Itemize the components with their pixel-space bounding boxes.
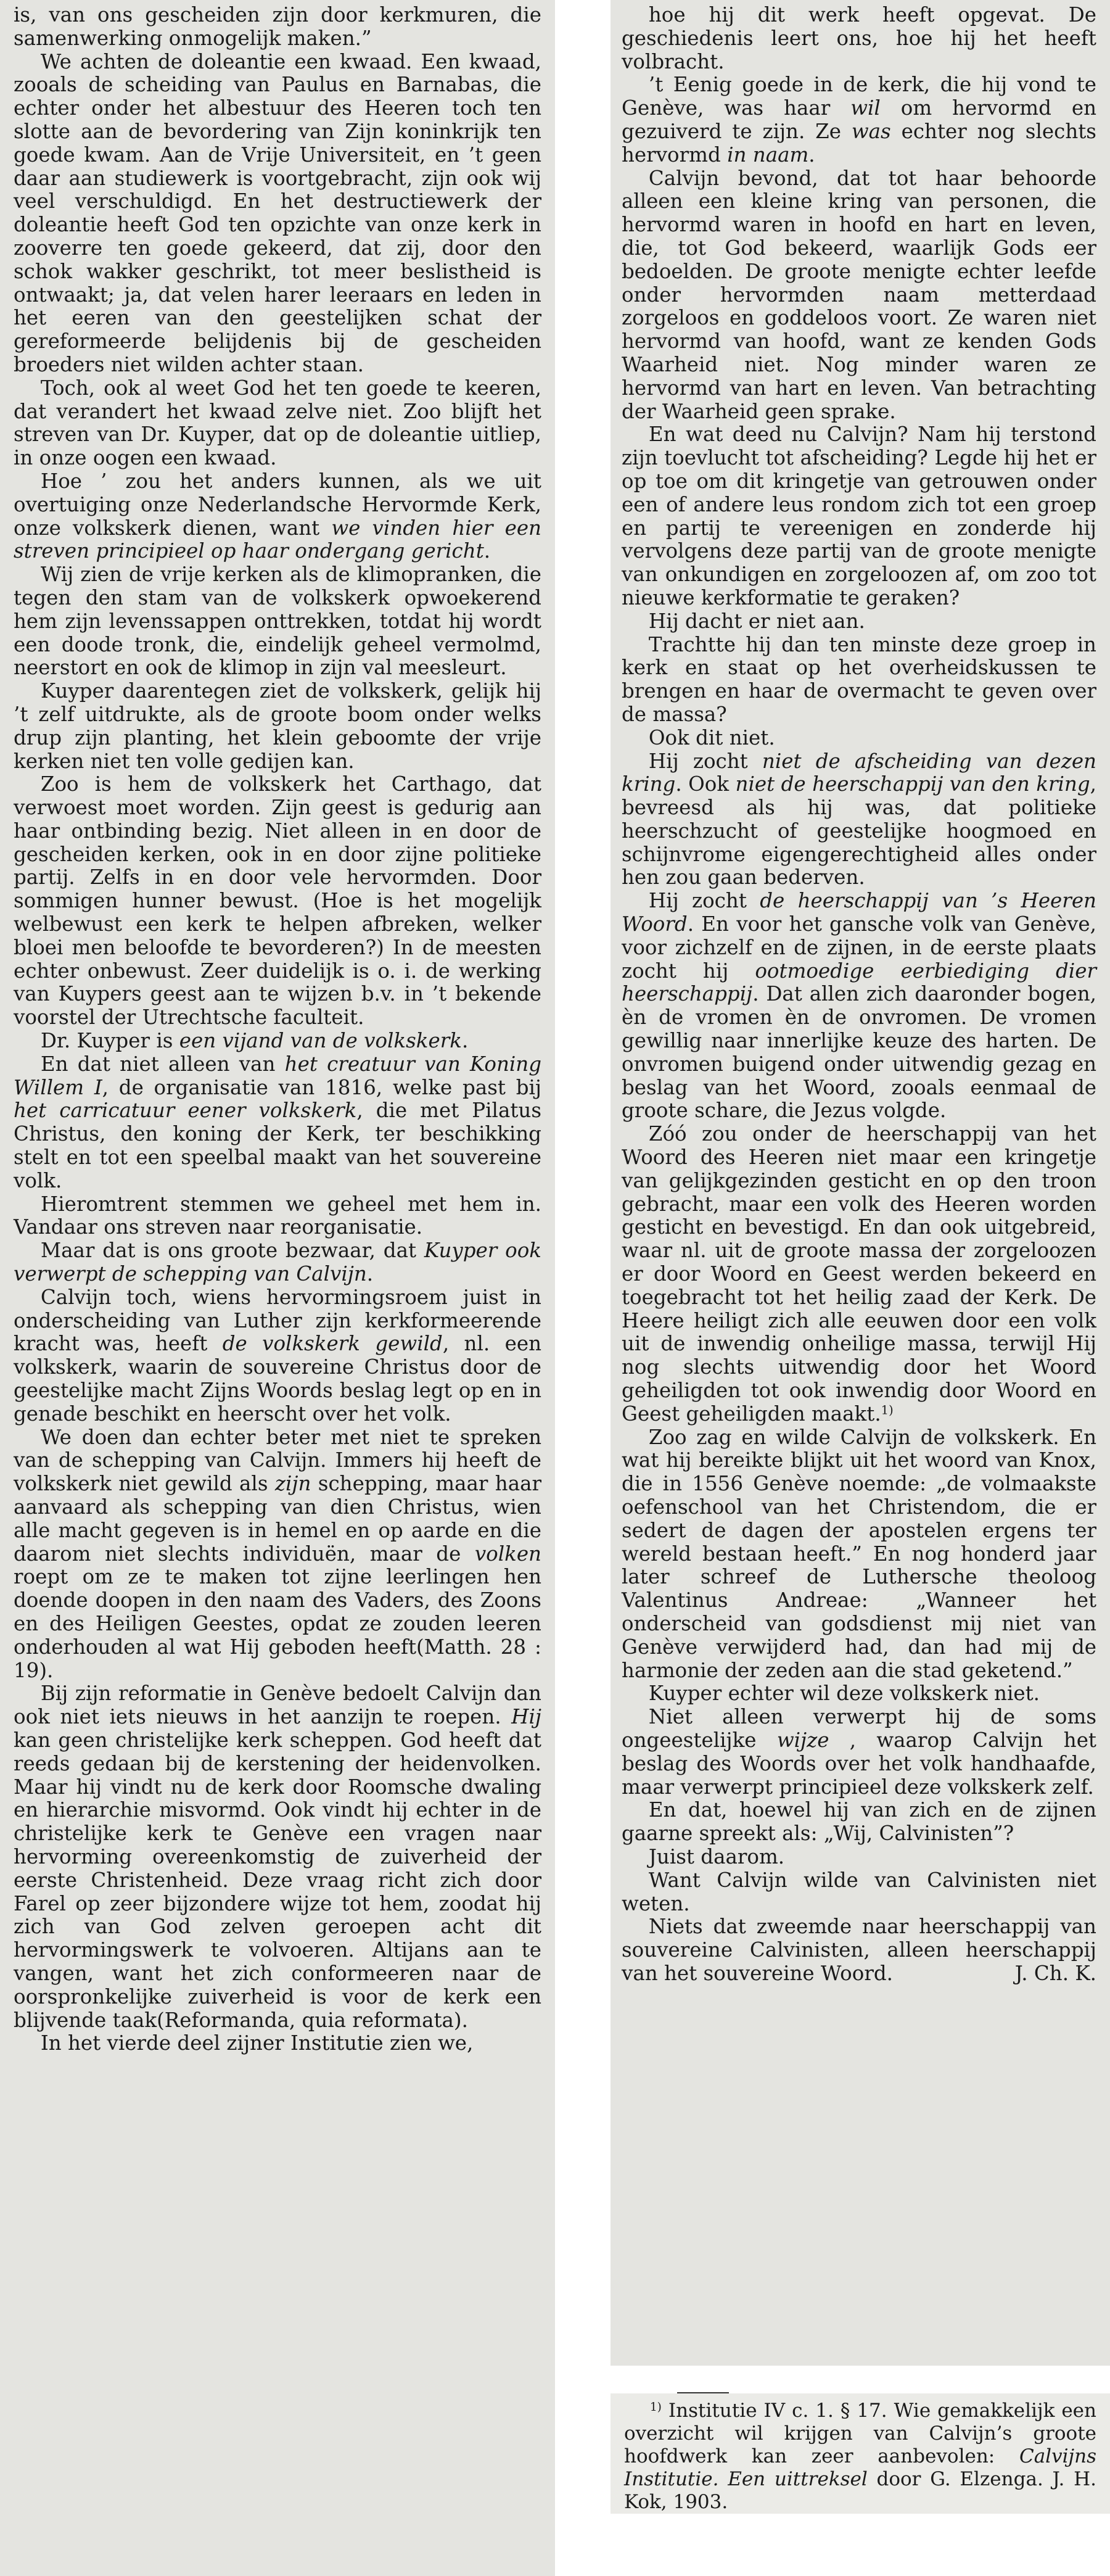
text-run: . xyxy=(366,1262,374,1286)
text-run: Wij zien de vrije kerken als de klimopranken, die tegen den stam van de volkskerk opwoekerend hem zijn levenssappen onttrekken, totdat hij wordt een doode tronk, die, eindelijk geheel vermolmd, neerstort en ook de klimop in zijn val meesleurt. xyxy=(14,563,541,680)
text-run: . xyxy=(461,1029,469,1053)
text-run: om hervormd en gezuiverd te zijn. Ze xyxy=(622,96,1096,143)
text-run: is, van ons gescheiden zijn door kerkmuren, die samenwerking onmogelijk maken.” xyxy=(14,3,541,50)
text-run: echter nog slechts hervormd xyxy=(622,119,1096,167)
text-run: Ook dit niet. xyxy=(648,725,775,749)
paragraph xyxy=(14,1286,541,1426)
text-run: Hij zocht xyxy=(648,749,762,773)
paragraph xyxy=(14,1426,541,1683)
text-run: Zoo is hem de volkskerk het Carthago, dat verwoest moet worden. Zijn geest is gedurig aan haar ontbinding bezig. Niet alleen in en door de gescheiden kerken, ook in en door zijne politieke partij. Zelfs in en door vele hervormden. Door sommigen hunner bewust. (Hoe is het mogelijk welbewust een kerk te helpen afbreken, welker bloei men beloofde te bevorderen?) In de meesten echter onbewust. Zeer duidelijk is o. i. de werking van Kuypers geest aan te wijzen b.v. in ’t bekende voorstel der Utrechtsche faculteit. xyxy=(14,772,541,1030)
paragraph xyxy=(622,1846,1096,1869)
text-run: roept om ze te maken tot zijne leerlingen hen doende doopen in den naam des Vaders, des Zoons en des Heiligen Geestes, opdat ze zouden leeren onderhouden al wat Hij geboden heeft(Matth. 28 : 19). xyxy=(14,1565,541,1682)
paragraph xyxy=(14,4,541,51)
paragraph xyxy=(14,1682,541,2032)
italic-text: het carricatuur eener volkskerk xyxy=(14,1099,357,1123)
paragraph xyxy=(622,4,1096,73)
paragraph xyxy=(14,470,541,563)
text-run: Kuyper daarentegen ziet de volkskerk, gelijk hij ’t zelf uitdrukte, als de groote boom onder welks drup zijn planting, het klein geboomte der vrije kerken niet ten volle gedijen kan. xyxy=(14,679,541,773)
text-run: We achten de doleantie een kwaad. Een kwaad, zooals de scheiding van Paulus en Barnabas, die echter onder het albestuur des Heeren toch ten slotte aan de bevordering van Zijn koninkrijk ten goede kwam. Aan de Vrije Universiteit, en ’t geen daar aan studiewerk is voortgebracht, zijn ook wij veel verschuldigd. En het destructiewerk der doleantie heeft God ten opzichte van onze kerk in zooverre ten goede gekeerd, dat zij, door den schok wakker geschrikt, tot meer beslistheid is ontwaakt; ja, dat velen harer leeraars en leden in het eeren van den geestelijken schat der gereformeerde belijdenis bij de gescheiden broeders niet wilden achter staan. xyxy=(14,49,541,376)
italic-text: de heerschappij van ’s Heeren Woord xyxy=(622,889,1096,936)
italic-text: Hij xyxy=(511,1705,541,1729)
text-run: . xyxy=(483,539,491,563)
text-run: Niet alleen verwerpt hij de soms ongeestelijke xyxy=(622,1705,1096,1752)
paragraph xyxy=(622,1799,1096,1846)
footnote-reference: 1) xyxy=(881,1403,894,1418)
signature: J. Ch. K. xyxy=(1014,1961,1096,1985)
italic-text: Calvijns Institutie. Een uittreksel xyxy=(624,2445,1096,2490)
text-run: Calvijn toch, wiens hervormingsroem juist in onderscheiding van Luther zijn kerkformeerende kracht was, heeft xyxy=(14,1285,541,1356)
text-run: . En voor het gansche volk van Genève, voor zichzelf en de zijnen, in de eerste plaats zocht hij xyxy=(622,912,1096,983)
text-run: We doen dan echter beter met niet te spreken van de schepping van Calvijn. Immers hij heeft de volkskerk niet gewild als xyxy=(14,1425,541,1496)
text-run: Juist daarom. xyxy=(648,1844,785,1868)
italic-text: niet de afscheiding van dezen kring xyxy=(622,749,1096,796)
text-run: Zoo zag en wilde Calvijn de volkskerk. En wat hij bereikte blijkt uit het woord van Knox, die in 1556 Genève noemde: „de volmaakste oefenschool van het Christendom, die er sedert de dagen der apostelen ergens ter wereld bestaan heeft.” En nog honderd jaar later schreef de Luthersche theoloog Valentinus Andreae: „Wanneer het onderscheid van godsdienst mij niet van Genève verwijderd had, dan had mij de harmonie der zeden aan die stad geketend.” xyxy=(622,1425,1096,1682)
text-run: . Ook xyxy=(675,772,736,796)
text-run: ’t Eenig goede in de kerk, die hij vond te Genève, was haar xyxy=(622,73,1096,120)
paragraph xyxy=(622,610,1096,634)
paragraph xyxy=(14,51,541,377)
text-run: Toch, ook al weet God het ten goede te keeren, dat verandert het kwaad zelve niet. Zoo blijft het streven van Dr. Kuyper, dat op de doleantie uitliep, in onze oogen een kwaad. xyxy=(14,376,541,470)
italic-text: in naam xyxy=(727,142,809,167)
text-run: , nl. een volkskerk, waarin de souvereine Christus door de geestelijke macht Zijns Woords beslag legt op en in genade beschikt en heerscht over het volk. xyxy=(14,1332,542,1426)
paragraph xyxy=(622,634,1096,727)
text-run: Hij zocht xyxy=(648,889,760,913)
paragraph xyxy=(622,727,1096,750)
text-run: En dat, hoewel hij van zich en de zijnen gaarne spreekt als: „Wij, Calvinisten”? xyxy=(622,1798,1096,1846)
paragraph xyxy=(14,1193,541,1240)
paragraph xyxy=(14,1053,541,1193)
text-run: Kuyper echter wil deze volkskerk niet. xyxy=(648,1682,1040,1706)
paragraph xyxy=(622,73,1096,167)
closing-text: Niets dat zweemde naar heerschappij van souvereine Calvinisten, alleen heerschappij van het souvereine Woord. xyxy=(622,1915,1096,1985)
text-run: . Dat allen zich daaronder bogen, èn de vromen èn de onvromen. De vromen gewillig naar innerlijke keuze des harten. De onvromen buigend onder uitwendig gezag en beslag van het Woord, zooals eenmaal de groote schare, die Jezus volgde. xyxy=(622,982,1096,1123)
footnote xyxy=(610,2393,1110,2514)
text-run: door G. Elzenga. J. H. Kok, 1903. xyxy=(624,2468,1096,2513)
italic-text: volken xyxy=(474,1542,541,1566)
text-run: , waarop Calvijn het beslag des Woords over het volk handhaafde, maar verwerpt principieel deze volkskerk zelf. xyxy=(622,1728,1096,1799)
text-run: Trachtte hij dan ten minste deze groep in kerk en staat op het overheidskussen te brengen en haar de overmacht te geven over de massa? xyxy=(622,632,1096,726)
text-run: , bevreesd als hij was, dat politieke heerschzucht of geestelijke hoogmoed en schijnvrome eigengerechtigheid alles onder hen zou gaan bederven. xyxy=(622,772,1096,890)
italic-text: was xyxy=(851,119,891,143)
paragraph xyxy=(622,1426,1096,1683)
paragraph xyxy=(14,563,541,680)
text-run: Hieromtrent stemmen we geheel met hem in. Vandaar ons streven naar reorganisatie. xyxy=(14,1192,541,1239)
italic-text: we vinden hier een streven principieel op haar ondergang gericht xyxy=(14,516,541,563)
paragraph xyxy=(622,1123,1096,1426)
right-column xyxy=(610,0,1110,2366)
paragraph xyxy=(14,1030,541,1053)
text-run: hoe hij dit werk heeft opgevat. De geschiedenis leert ons, hoe hij het heeft volbracht. xyxy=(622,3,1096,73)
text-run: In het vierde deel zijner Institutie zien we, xyxy=(40,2031,474,2055)
text-run: En wat deed nu Calvijn? Nam hij terstond zijn toevlucht tot afscheiding? Legde hij het er op toe om dit kringetje van getrouwen onder een of andere leus rondom zich tot een groep en partij te vereenigen en zonderde hij vervolgens deze partij van de groote menigte van onkundigen en zorgeloozen af, om zoo tot nieuwe kerkformatie te geraken? xyxy=(622,423,1096,609)
italic-text: wijze xyxy=(776,1728,829,1752)
text-run: Maar dat is ons groote bezwaar, dat xyxy=(40,1239,424,1263)
paragraph xyxy=(14,773,541,1030)
paragraph xyxy=(622,1682,1096,1706)
paragraph xyxy=(622,750,1096,890)
text-run: , de organisatie van 1816, welke past bij xyxy=(102,1075,541,1099)
paragraph xyxy=(14,680,541,773)
footnote-text xyxy=(624,2400,1096,2514)
paragraph xyxy=(622,1706,1096,1799)
text-run: Calvijn bevond, dat tot haar behoorde alleen een kleine kring van personen, die hervormd waren in hoofd en hart en leven, die, tot God bekeerd, waarlijk Gods eer bedoelden. De groote menigte echter leefde onder hervormden naam metterdaad zorgeloos en goddeloos voort. Ze waren niet hervormd van hoofd, want ze kenden Gods Waarheid niet. Nog minder waren ze hervormd van hart en leven. Van betrachting der Waarheid geen sprake. xyxy=(622,166,1096,423)
closing-paragraph xyxy=(622,1915,1096,1985)
text-run: Institutie IV c. 1. § 17. Wie gemakkelijk een overzicht wil krijgen van Calvijn’s groote hoofdwerk kan zeer aanbevolen: xyxy=(624,2400,1096,2467)
italic-text: Kuyper ook verwerpt de schepping van Calvijn xyxy=(14,1239,541,1286)
paragraph xyxy=(14,2032,541,2055)
text-run: Hoe ’ zou het anders kunnen, als we uit overtuiging onze Nederlandsche Hervormde Kerk, onze volkskerk dienen, want xyxy=(14,469,541,540)
paragraph xyxy=(622,890,1096,1123)
italic-text: niet de heerschappij van den kring xyxy=(735,772,1090,796)
italic-text: wil xyxy=(850,96,881,120)
text-run: Zóó zou onder de heerschappij van het Woord des Heeren niet maar een kringetje van gelijkgezinden gesticht en op den troon gebracht, maar een volk des Heeren worden gesticht en bevestigd. En dan ook uitgebreid, waar nl. uit de groote massa der zorgeloozen er door Woord en Geest werden bekeerd en toegebracht tot het heilig zaad der Kerk. De Heere heiligt zich alle eeuwen door een volk uit de inwendig onheilige massa, terwijl Hij nog slechts uitwendig door het Woord geheiligden tot ook inwendig door Woord en Geest geheiligden maakt. xyxy=(622,1122,1096,1426)
text-run: Bij zijn reformatie in Genève bedoelt Calvijn dan ook niet iets nieuws in het aanzijn te roepen. xyxy=(14,1682,541,1729)
italic-text: het creatuur van Koning Willem I xyxy=(14,1052,542,1099)
paragraph xyxy=(622,423,1096,609)
text-run: kan geen christelijke kerk scheppen. God heeft dat reeds gedaan bij de kerstening der heidenvolken. Maar hij vindt nu de kerk door Roomsche dwaling en hierarchie misvormd. Ook vindt hij echter in de christelijke kerk te Genève een vragen naar hervorming overeenkomstig de zuiverheid der eerste Christenheid. Deze vraag richt zich door Farel op zeer bijzondere wijze tot hem, zoodat hij zich van God zelven geroepen acht dit hervormingswerk te volvoeren. Altijans aan te vangen, want het zich conformeeren naar de oorspronkelijke zuiverheid is voor de kerk een blijvende taak(Reformanda, quia reformata). xyxy=(14,1728,541,2032)
italic-text: een vijand van de volkskerk xyxy=(179,1029,462,1053)
paragraph xyxy=(622,1869,1096,1916)
paragraph xyxy=(622,167,1096,424)
text-run: En dat niet alleen van xyxy=(40,1052,285,1076)
right-column-body xyxy=(622,4,1096,1915)
italic-text: ootmoedige eerbiediging dier heerschappij xyxy=(622,959,1097,1006)
text-run: , die met Pilatus Christus, den koning der Kerk, ter beschikking stelt en tot een speelbal maakt van het souvereine volk. xyxy=(14,1099,541,1192)
italic-text: de volkskerk gewild xyxy=(222,1332,443,1356)
text-run: schepping, maar haar aanvaard als schepping van dien Christus, wien alle macht gegeven is in hemel en op aarde en die daarom niet slechts individuën, maar de xyxy=(14,1472,541,1566)
text-run: Hij dacht er niet aan. xyxy=(648,609,865,633)
paragraph xyxy=(14,377,541,470)
text-run: Want Calvijn wilde van Calvinisten niet weten. xyxy=(622,1868,1096,1915)
paragraph xyxy=(14,1239,541,1286)
text-run: . xyxy=(808,142,815,167)
footnote-marker: 1) xyxy=(649,2400,662,2414)
italic-text: zijn xyxy=(274,1472,311,1496)
text-run: Dr. Kuyper is xyxy=(40,1029,179,1053)
